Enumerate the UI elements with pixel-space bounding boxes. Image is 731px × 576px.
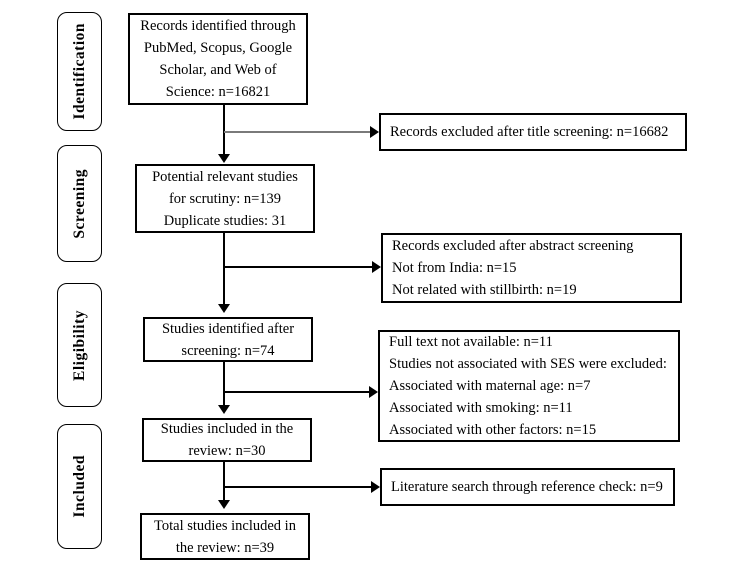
side-box-text-line: Not from India: n=15 [392,260,517,276]
arrowhead-right-icon [370,126,379,138]
connector-down-4 [223,462,225,504]
flow-box-text-line: Total studies included in [154,517,296,534]
flow-box-text-line: Studies included in the [160,421,294,437]
flow-box-studies-after-screening [143,317,313,362]
stage-label-eligibility: Eligibility [70,309,88,381]
connector-right-3 [224,391,369,393]
side-box-text-line: Records excluded after title screening: n=16682 [390,124,669,140]
flow-box-text-line: PubMed, Scopus, Google [143,40,293,56]
stage-label-included: Included [70,455,88,518]
flow-box-text-line: Science: n=16821 [165,84,271,100]
flow-box-text-line: Records identified through [140,18,296,34]
flow-box-studies-included [142,418,312,462]
arrowhead-down-icon [218,154,230,163]
arrowhead-down-icon [218,405,230,414]
side-box-text-line: Full text not available: n=11 [389,334,553,350]
stage-label-screening: Screening [70,168,88,239]
flow-box-total-studies-included [140,513,310,560]
stage-box-identification [57,12,102,131]
flow-box-records-identified [128,13,308,105]
flow-box-text-line: review: n=30 [188,443,266,459]
arrowhead-down-icon [218,304,230,313]
side-box-text-line: Literature search through reference check: n=9 [391,479,663,495]
side-box-reference-check [380,468,675,506]
connector-right-2 [224,266,372,268]
flow-box-text-line: Scholar, and Web of [159,62,277,78]
side-box-text-line: Studies not associated with SES were excluded: [389,356,667,372]
side-box-fulltext-ses-excluded [378,330,680,442]
connector-down-2 [223,233,225,306]
arrowhead-right-icon [371,481,380,493]
flow-box-text-line: Studies identified after [161,320,295,337]
side-box-title-screening-excluded [379,113,687,151]
side-box-text-line: Associated with other factors: n=15 [389,422,597,438]
side-box-text-line: Associated with smoking: n=11 [389,400,573,416]
arrowhead-right-icon [369,386,378,398]
stage-box-screening [57,145,102,262]
flow-box-text-line: for scrutiny: n=139 [168,190,282,207]
flow-box-text-line: Potential relevant studies [152,168,298,185]
connector-right-4 [224,486,371,488]
side-box-text-line: Not related with stillbirth: n=19 [392,282,577,298]
side-box-text-line: Associated with maternal age: n=7 [389,378,591,394]
connector-down-3 [223,362,225,407]
side-box-abstract-screening-excluded [381,233,682,303]
stage-box-eligibility [57,283,102,407]
flow-box-text-line: screening: n=74 [181,342,275,359]
flow-box-text-line: Duplicate studies: 31 [163,212,287,229]
side-box-text-line: Records excluded after abstract screening [392,238,634,254]
connector-right-1 [224,131,370,133]
stage-label-identification: Identification [70,23,88,120]
flow-box-text-line: the review: n=39 [175,539,275,556]
flow-box-potential-relevant-studies [135,164,315,233]
stage-box-included [57,424,102,549]
arrowhead-right-icon [372,261,381,273]
arrowhead-down-icon [218,500,230,509]
